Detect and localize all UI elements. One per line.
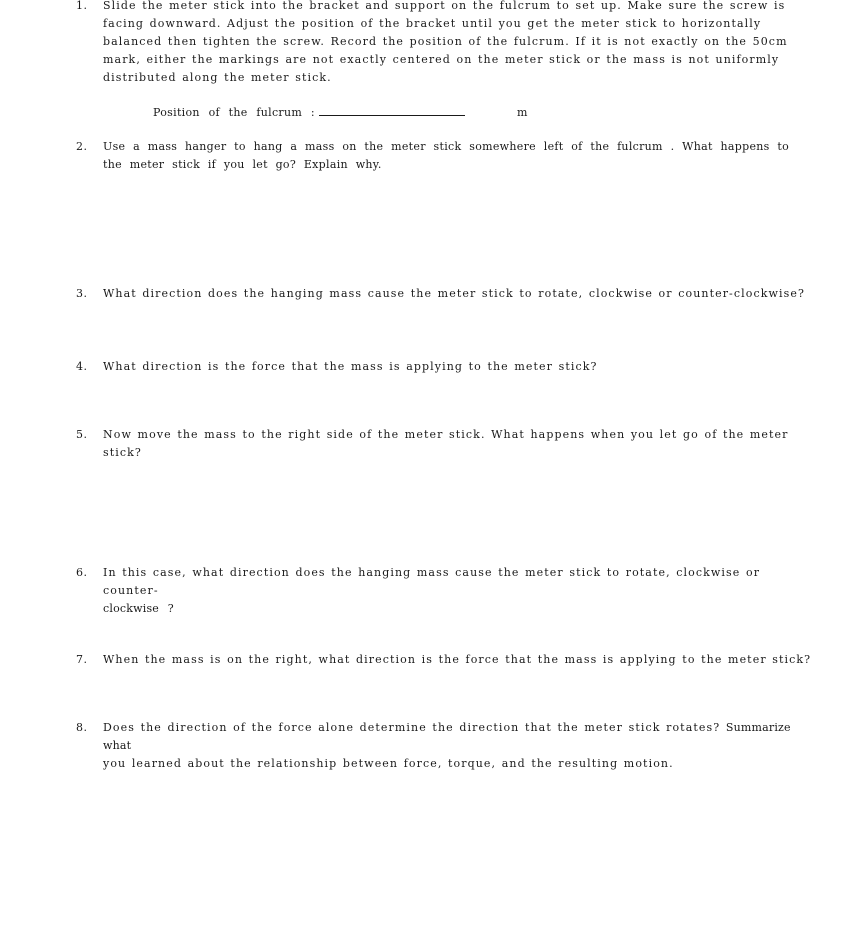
question-number: 7.: [76, 653, 88, 666]
question-text: Slide the meter stick into the bracket and support on the fulcrum to set up. Make sure the screw is facing downward. Adjust the position of the bracket until you get the meter stick to horizontally balanced then tighten the screw. Record the position of the fulcrum. If it is not exactly on the 50cm mark, either the markings are not exactly centered on the meter stick or the mass is not uniformly distributed along the meter stick.: [103, 0, 788, 84]
question-number: 6.: [76, 566, 88, 579]
question-text-line-1-end: Summarize what: [103, 721, 791, 752]
question-text-line-2: clockwise ?: [103, 602, 174, 615]
question-6: [76, 564, 812, 618]
question-text: Now move the mass to the right side of the meter stick. What happens when you let go of the meter stick?: [103, 428, 789, 459]
fulcrum-position-label: Position of the fulcrum :: [153, 106, 315, 119]
question-number: 2.: [76, 140, 88, 153]
question-number: 3.: [76, 287, 88, 300]
question-text-line-1: In this case, what direction does the hanging mass cause the meter stick to rotate, clockwise or counter-: [103, 566, 761, 597]
question-7: [76, 651, 812, 669]
question-text-line-2: you learned about the relationship between force, torque, and the resulting motion.: [103, 757, 674, 770]
question-2: [76, 138, 812, 174]
question-text: What direction does the hanging mass cause the meter stick to rotate, clockwise or counter-clockwise?: [103, 287, 805, 300]
question-number: 4.: [76, 360, 88, 373]
question-1: [76, 0, 812, 87]
question-5: [76, 426, 812, 462]
question-text: [103, 719, 812, 773]
question-number: 1.: [76, 0, 88, 12]
fulcrum-answer-blank[interactable]: [319, 105, 465, 116]
question-number: 8.: [76, 721, 88, 734]
question-3: [76, 285, 812, 303]
question-4: [76, 358, 812, 376]
question-number: 5.: [76, 428, 88, 441]
question-8: [76, 719, 812, 773]
question-text: Use a mass hanger to hang a mass on the meter stick somewhere left of the fulcrum . What happens to the meter stick if you let go? Explain why.: [103, 140, 790, 171]
question-text: When the mass is on the right, what direction is the force that the mass is applying to the meter stick?: [103, 653, 812, 666]
question-text: What direction is the force that the mass is applying to the meter stick?: [103, 360, 598, 373]
fulcrum-position-line: [153, 104, 465, 122]
question-text: [103, 564, 812, 618]
question-text-line-1: Does the direction of the force alone determine the direction that the meter stick rotates?: [103, 721, 721, 734]
fulcrum-unit: m: [517, 106, 528, 119]
